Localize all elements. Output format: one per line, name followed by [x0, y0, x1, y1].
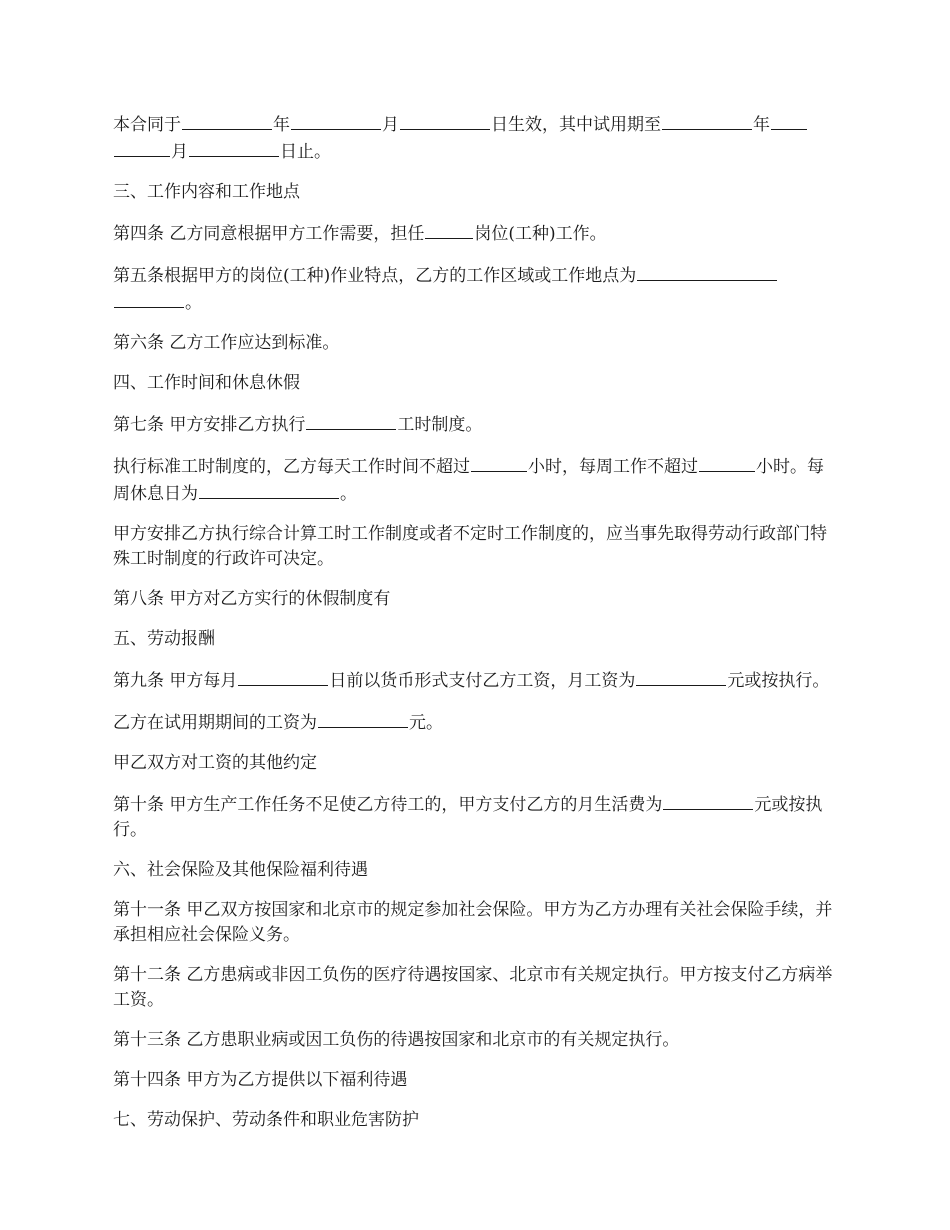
blank-field [291, 111, 381, 130]
blank-field [771, 111, 807, 130]
section-heading: 五、劳动报酬 [113, 629, 215, 649]
section-heading: 四、工作时间和休息休假 [113, 373, 300, 393]
text: 日前以货币形式支付乙方工资，月工资为 [329, 671, 636, 691]
text: 月 [171, 142, 188, 162]
blank-field [238, 667, 328, 686]
clause-6: 第六条 乙方工作应达到标准。 [113, 333, 340, 353]
text: 第四条 乙方同意根据甲方工作需要，担任 [113, 224, 425, 244]
blank-field [425, 220, 473, 239]
text: 第九条 甲方每月 [113, 671, 238, 691]
blank-field [114, 289, 184, 308]
clause-5 [113, 262, 840, 316]
text: 年 [273, 115, 290, 135]
clause-7 [113, 411, 840, 438]
text: 月 [382, 115, 399, 135]
blank-field [637, 262, 777, 281]
clause-12: 第十二条 乙方患病或非因工负伤的医疗待遇按国家、北京市有关规定执行。甲方按支付乙方病举工资。 [113, 965, 833, 1010]
clause-effective-date [113, 111, 840, 165]
blank-field [662, 111, 752, 130]
text: 小时，每周工作不超过 [528, 457, 698, 477]
text: 本合同于 [113, 115, 181, 135]
blank-field [318, 709, 408, 728]
clause-13: 第十三条 乙方患职业病或因工负伤的待遇按国家和北京市的有关规定执行。 [113, 1030, 680, 1050]
clause-9-probation-wage [113, 709, 840, 736]
blank-field [189, 138, 279, 157]
blank-field [471, 453, 527, 472]
text: 第五条根据甲方的岗位(工种)作业特点，乙方的工作区域或工作地点为 [113, 266, 637, 286]
clause-14: 第十四条 甲方为乙方提供以下福利待遇 [113, 1070, 408, 1090]
clause-10 [113, 791, 840, 843]
section-heading: 六、社会保险及其他保险福利待遇 [113, 860, 368, 880]
text: 小时。每周休息日为 [113, 457, 824, 504]
clause-8: 第八条 甲方对乙方实行的休假制度有 [113, 589, 391, 609]
text: 年 [753, 115, 770, 135]
text: 元或按执行。 [727, 671, 830, 691]
clause-4 [113, 220, 840, 247]
text: 乙方在试用期期间的工资为 [113, 713, 317, 733]
text: 。 [340, 484, 357, 504]
text: 第十条 甲方生产工作任务不足使乙方待工的，甲方支付乙方的月生活费为 [113, 795, 663, 815]
text: 日止。 [280, 142, 331, 162]
blank-field [400, 111, 490, 130]
blank-field [182, 111, 272, 130]
text: 第七条 甲方安排乙方执行 [113, 415, 306, 435]
clause-9 [113, 667, 840, 694]
text: 工时制度。 [397, 415, 483, 435]
text: 元。 [409, 713, 443, 733]
clause-7-standard-hours [113, 453, 840, 507]
text: 岗位(工种)工作。 [474, 224, 607, 244]
text: 日生效，其中试用期至 [491, 115, 661, 135]
clause-9-other-agreement: 甲乙双方对工资的其他约定 [113, 753, 317, 773]
section-heading: 七、劳动保护、劳动条件和职业危害防护 [113, 1110, 419, 1130]
blank-field [636, 667, 726, 686]
document-page [113, 111, 840, 1148]
clause-11: 第十一条 甲乙双方按国家和北京市的规定参加社会保险。甲方为乙方办理有关社会保险手续，并承担相应社会保险义务。 [113, 900, 833, 945]
text: 元或按执行。 [113, 795, 823, 840]
blank-field [699, 453, 755, 472]
text: 。 [185, 293, 202, 313]
blank-field [114, 138, 170, 157]
text: 执行标准工时制度的，乙方每天工作时间不超过 [113, 457, 470, 477]
blank-field [306, 411, 396, 430]
blank-field [199, 480, 339, 499]
blank-field [663, 791, 753, 810]
section-heading: 三、工作内容和工作地点 [113, 182, 300, 202]
clause-7-special-hours: 甲方安排乙方执行综合计算工时工作制度或者不定时工作制度的，应当事先取得劳动行政部门特殊工时制度的行政许可决定。 [113, 524, 827, 569]
